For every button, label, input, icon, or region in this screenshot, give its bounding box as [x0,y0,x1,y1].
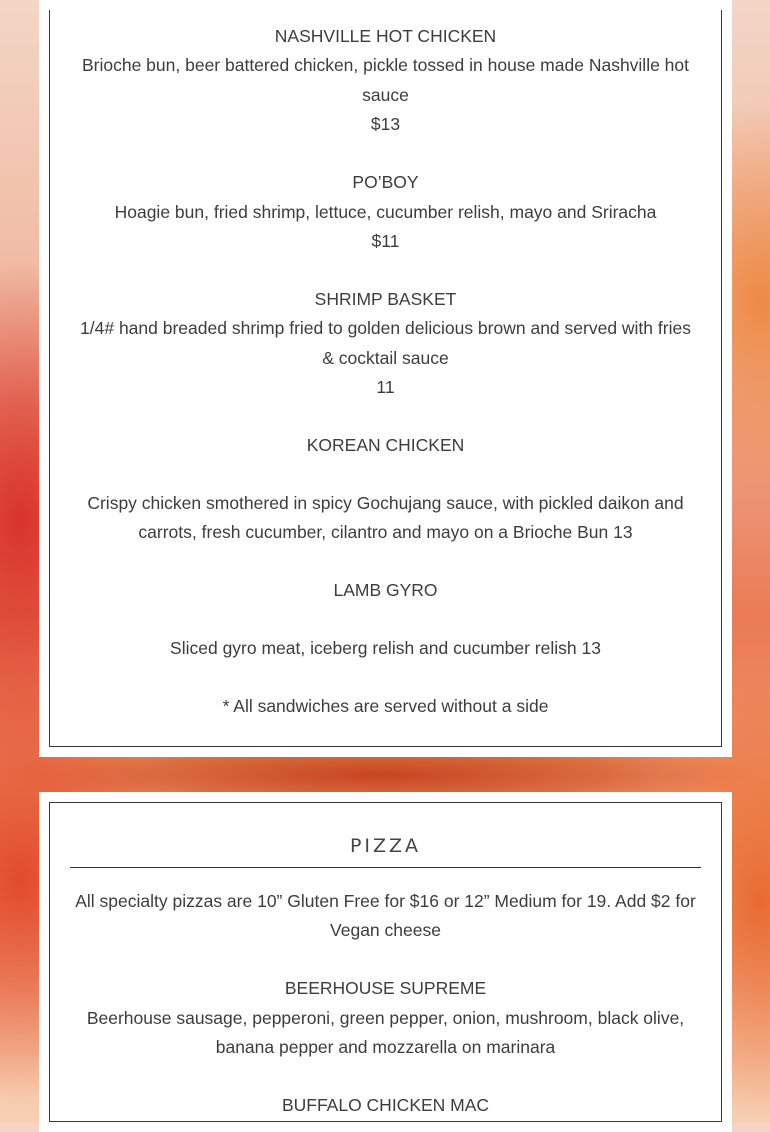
sandwich-menu-frame [49,10,722,747]
pizza-menu-card [39,792,732,1132]
menu-line: SHRIMP BASKET [314,288,457,309]
spacer [50,946,721,975]
menu-line: Brioche bun, beer battered chicken, pickle tossed in house made Nashville hot [81,55,690,76]
menu-line: NASHVILLE HOT CHICKEN [274,26,497,46]
menu-line: Vegan cheese [330,920,441,941]
menu-line: All specialty pizzas are 10” Gluten Free for $16 or 12” Medium for 19. Add $2 for [75,891,696,911]
menu-line: Beerhouse sausage, pepperoni, green pepper, onion, mushroom, black olive, [86,1007,685,1028]
spacer [50,548,721,577]
spacer [50,256,721,285]
menu-line: sauce [362,84,409,105]
spacer [50,402,721,431]
menu-line: 1/4# hand breaded shrimp fried to golden delicious brown and served with fries [80,318,691,339]
menu-line: KOREAN CHICKEN [306,435,465,456]
menu-line: banana pepper and mozzarella on marinara [215,1037,556,1058]
menu-line: Sliced gyro meat, iceberg relish and cucumber relish 13 [170,638,601,659]
menu-line: LAMB GYRO [333,580,438,601]
menu-line: BUFFALO CHICKEN MAC [281,1095,490,1116]
sandwich-menu-card [39,0,732,757]
menu-line: Hoagie bun, fried shrimp, lettuce, cucumber relish, mayo and Sriracha [114,201,657,222]
section-divider [70,867,701,868]
pizza-section-title: PIZZA [349,835,422,857]
menu-line: carrots, fresh cucumber, cilantro and mayo on a Brioche Bun 13 [138,522,633,543]
menu-line: $13 [370,114,401,135]
spacer [50,1063,721,1092]
menu-line: BEERHOUSE SUPREME [284,978,487,999]
spacer [50,664,721,693]
menu-line: $11 [371,230,400,251]
spacer [50,606,721,635]
menu-line: PO’BOY [352,172,419,193]
menu-line: 11 [376,377,395,398]
menu-line: Crispy chicken smothered in spicy Gochujang sauce, with pickled daikon and [87,493,684,514]
spacer [50,460,721,489]
menu-line: & cocktail sauce [322,347,449,368]
spacer [50,140,721,169]
menu-line: * All sandwiches are served without a side [222,696,549,717]
pizza-menu-items [50,887,721,1121]
pizza-menu-frame [49,802,722,1122]
sandwich-menu-items [50,22,721,722]
